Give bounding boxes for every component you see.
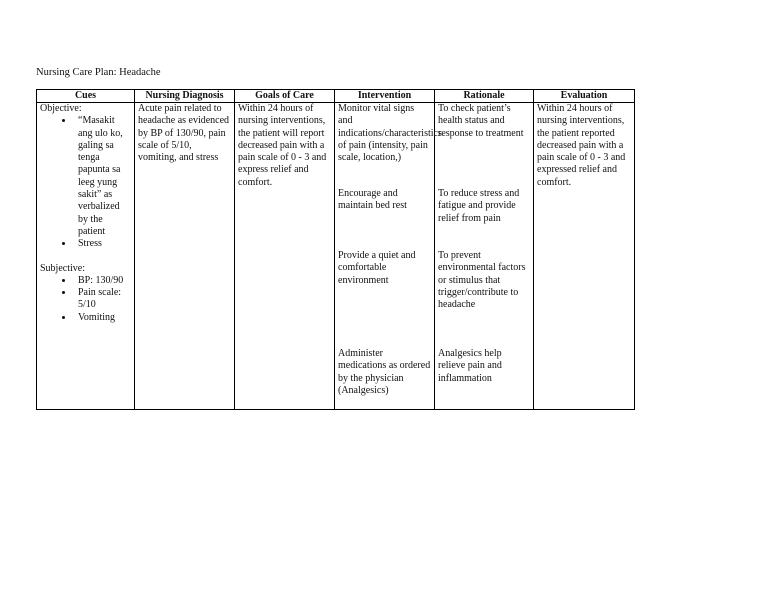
list-item: • Vomiting [74, 312, 131, 324]
goals-text: Within 24 hours of nursing interventions, the patient will report decreased pain with a pain scale of 0 - 3 and express relief and comfort. [238, 103, 327, 188]
intervention-item: Administer medications as ordered by the physician (Analgesics) [338, 348, 431, 396]
evaluation-text: Within 24 hours of nursing interventions, the patient reported decreased pain with a pain scale of 0 - 3 and expressed relief and comfort. [537, 103, 626, 188]
header-intervention: Intervention [335, 90, 435, 103]
rationale-item: Analgesics help relieve pain and inflammation [438, 348, 502, 384]
table-row [37, 103, 635, 410]
rationale-item: To prevent environmental factors or stimulus that trigger/contribute to headache [438, 250, 526, 311]
cues-cell [37, 103, 135, 410]
care-plan-table [36, 89, 635, 410]
header-goals-of-care: Goals of Care [235, 90, 335, 103]
intervention-item: Encourage and maintain bed rest [338, 188, 407, 212]
objective-label: Objective: [40, 103, 82, 114]
header-rationale: Rationale [435, 90, 534, 103]
subjective-label: Subjective: [40, 262, 85, 274]
intervention-item: Provide a quiet and comfortable environment [338, 250, 416, 286]
rationale-item: To check patient’s health status and response to treatment [438, 103, 524, 139]
diagnosis-text: Acute pain related to headache as evidenced by BP of 130/90, pain scale of 5/10, vomiting, and stress [138, 103, 230, 164]
goals-cell [235, 103, 335, 410]
objective-list [40, 115, 131, 250]
diagnosis-cell [135, 103, 235, 410]
document-title: Nursing Care Plan: Headache [36, 67, 161, 78]
list-item: • Pain scale: 5/10 [74, 287, 131, 312]
evaluation-cell [534, 103, 635, 410]
intervention-cell [335, 103, 442, 410]
header-cues: Cues [37, 90, 135, 103]
rationale-item: To reduce stress and fatigue and provide relief from pain [438, 188, 520, 224]
header-evaluation: Evaluation [534, 90, 635, 103]
header-nursing-diagnosis: Nursing Diagnosis [135, 90, 235, 103]
list-item: • “Masakit ang ulo ko, galing sa tenga papunta sa leeg yung sakit” as verbalized by the patient [74, 115, 131, 238]
header-row [37, 90, 635, 103]
intervention-item: Monitor vital signs and indications/characteristics of pain (intensity, pain scale, location,) [338, 103, 442, 164]
list-item: • Stress [74, 238, 131, 250]
list-item: • BP: 130/90 [74, 275, 131, 287]
subjective-list [40, 275, 131, 324]
rationale-cell [435, 103, 534, 410]
